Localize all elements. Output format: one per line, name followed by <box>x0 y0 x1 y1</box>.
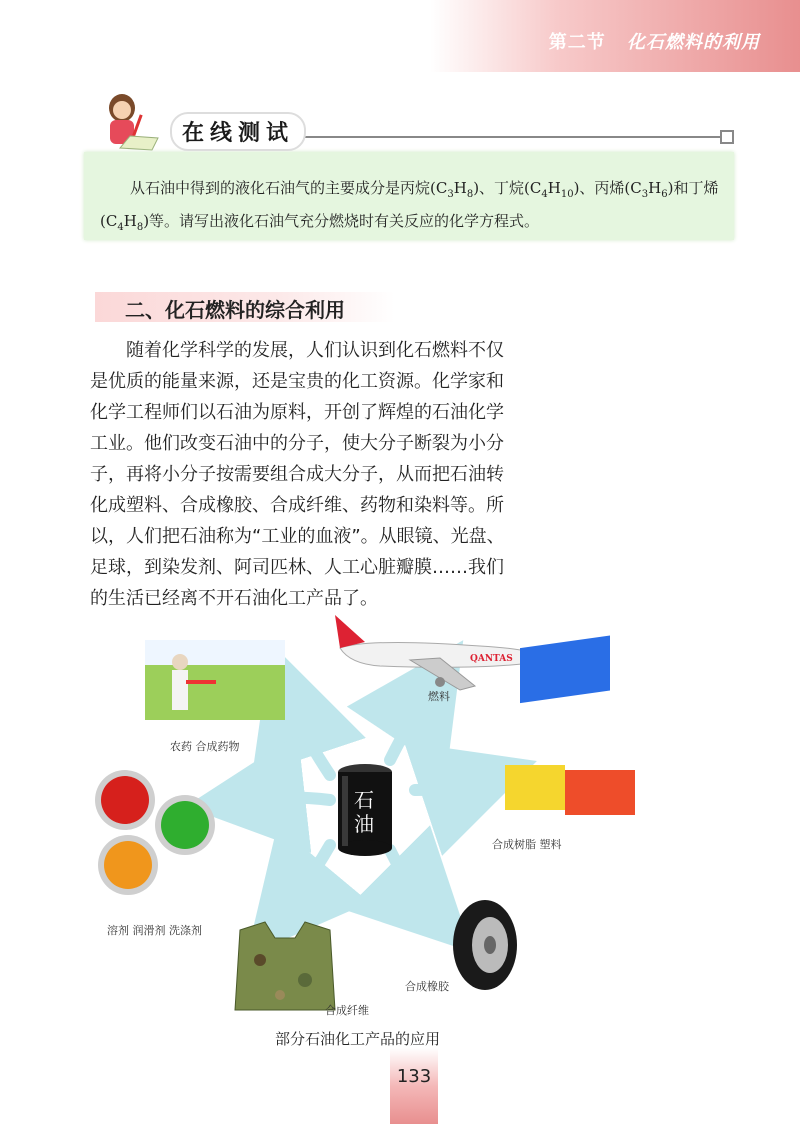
section-heading: 二、化石燃料的综合利用 <box>125 298 345 322</box>
label-pesticide: 农药 合成药物 <box>170 740 240 753</box>
page-number: 133 <box>396 1066 432 1087</box>
quiz-text: 从石油中得到的液化石油气的主要成分是丙烷$(C_3H_8)$、丁烷$(C_4H_{10})$、丙烯$(C_3H_6)$和丁烯$(C_4H_8)$等。请写出液化石油气充分燃烧时有关反应的化学方程式。 <box>100 179 719 233</box>
label-fuel: 燃料 <box>428 690 450 703</box>
label-solvent: 溶剂 润滑剂 洗涤剂 <box>107 924 202 937</box>
arrow-to-solvent <box>245 798 330 801</box>
petrochemical-diagram <box>80 600 720 1040</box>
airline-text: QANTAS <box>470 654 513 664</box>
paint-cans-icon <box>95 770 215 895</box>
quiz-title: 在线测试 <box>170 112 306 151</box>
teacher-illustration-icon <box>90 88 160 158</box>
arrow-to-rubber <box>390 850 430 910</box>
pesticide-field-icon <box>145 640 285 720</box>
plastic-crates-icon <box>505 636 635 815</box>
label-fiber: 合成纤维 <box>325 1004 369 1017</box>
label-rubber: 合成橡胶 <box>405 980 449 993</box>
section-subtitle: 化石燃料的利用 <box>627 32 760 53</box>
quiz-title-rule-end <box>720 130 734 144</box>
center-label: 石油 <box>354 788 374 836</box>
figure-caption: 部分石油化工产品的应用 <box>275 1030 441 1048</box>
airplane-icon <box>335 615 541 690</box>
quiz-title-rule <box>290 136 720 138</box>
body-paragraph: 随着化学科学的发展，人们认识到化石燃料不仅是优质的能量来源，还是宝贵的化工资源。化学家和化学工程师们以石油为原料，开创了辉煌的石油化学工业。他们改变石油中的分子，使大分子断裂为小分子，再将小分子按需要组合成大分子，从而把石油转化成塑料、合成橡胶、合成纤维、药物和染料等。所以，人们把石油称为“工业的血液”。从眼镜、光盘、足球，到染发剂、阿司匹林、人工心脏瓣膜……我们的生活已经离不开石油化工产品了。 <box>90 340 505 609</box>
tire-icon <box>453 900 517 990</box>
fiber-vest-icon <box>235 922 335 1010</box>
arrow-to-fuel <box>390 690 430 760</box>
section-number: 第二节 <box>548 32 606 53</box>
arrow-to-pesticide <box>290 700 330 775</box>
chapter-header <box>549 28 760 54</box>
arrow-to-fiber <box>285 845 330 910</box>
label-resin: 合成树脂 塑料 <box>492 838 562 851</box>
arrow-to-resin <box>415 780 480 790</box>
